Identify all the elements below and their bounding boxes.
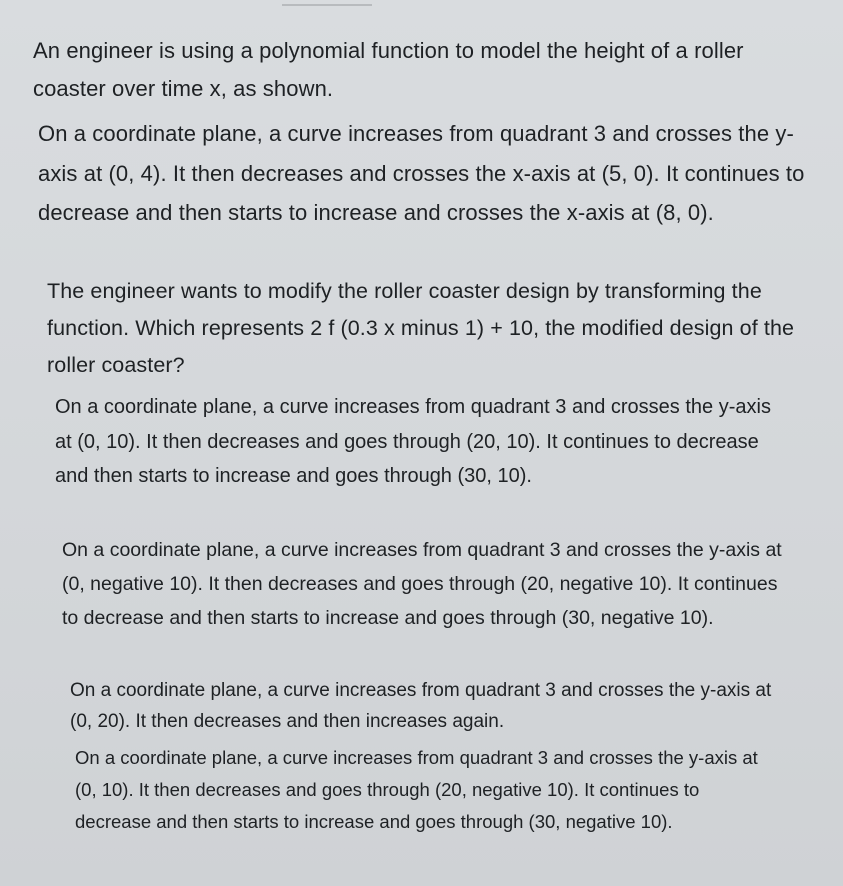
answer-option-2[interactable] [62, 533, 792, 635]
answer-option-1[interactable] [55, 390, 790, 494]
answer-option-3[interactable] [70, 675, 790, 737]
answer-option-label: On a coordinate plane, a curve increases from quadrant 3 and crosses the y-axis at (0, 10). It then decreases and goes through (20, negative 10). It continues to decrease and then starts to increase and goes through (30, negative 10). [75, 747, 758, 832]
answer-option-4[interactable] [75, 742, 765, 838]
question-prompt: The engineer wants to modify the roller coaster design by transforming the function. Which represents 2 f (0.3 x minus 1) + 10, the modified design of the roller coaster? [47, 279, 795, 377]
answer-option-label: On a coordinate plane, a curve increases from quadrant 3 and crosses the y-axis at (0, 20). It then decreases and then increases again. [70, 680, 772, 732]
question-stem: An engineer is using a polynomial function to model the height of a roller coaster over time x, as shown. [33, 38, 744, 101]
graph-description: On a coordinate plane, a curve increases from quadrant 3 and crosses the y-axis at (0, 4). It then decreases and crosses the x-axis at (5, 0). It continues to decrease and then starts to increase and crosses the x-axis at (8, 0). [38, 121, 805, 225]
answer-option-label: On a coordinate plane, a curve increases from quadrant 3 and crosses the y-axis at (0, negative 10). It then decreases and goes through (20, negative 10). It continues to decrease and then starts to increase and goes through (30, negative 10). [62, 539, 782, 629]
answer-option-label: On a coordinate plane, a curve increases from quadrant 3 and crosses the y-axis at (0, 10). It then decreases and goes through (20, 10). It continues to decrease and then starts to increase and goes through (30, 10). [55, 396, 771, 487]
